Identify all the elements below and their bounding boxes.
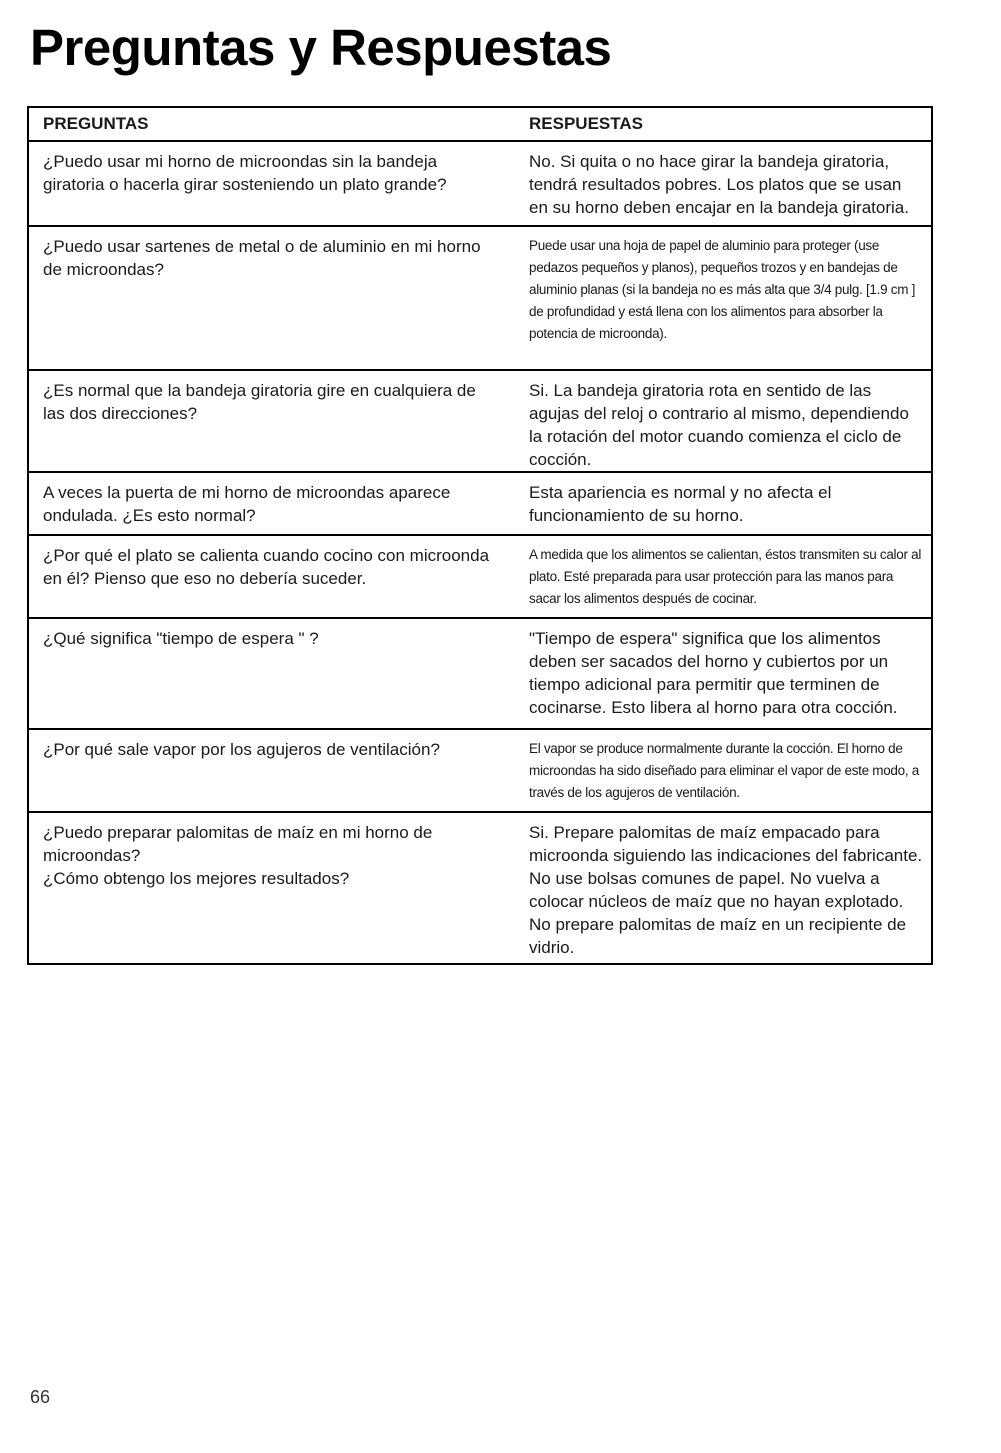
question-cell: ¿Puedo usar sartenes de metal o de aluminio en mi horno de microondas? — [28, 226, 517, 370]
answer-cell: No. Si quita o no hace girar la bandeja giratoria, tendrá resultados pobres. Los platos que se usan en su horno deben encajar en la bandeja giratoria. — [517, 141, 932, 226]
table-row — [28, 535, 932, 618]
page-title: Preguntas y Respuestas — [30, 19, 612, 76]
answer-cell: Si. Prepare palomitas de maíz empacado para microonda siguiendo las indicaciones del fabricante. No use bolsas comunes de papel. No vuelva a colocar núcleos de maíz que no hayan explotado. No prepare palomitas de maíz en un recipiente de vidrio. — [529, 823, 923, 957]
question-cell: A veces la puerta de mi horno de microondas aparece ondulada. ¿Es esto normal? — [28, 472, 517, 535]
question-cell: ¿Es normal que la bandeja giratoria gire en cualquiera de las dos direcciones? — [28, 370, 517, 472]
qa-table — [27, 106, 933, 965]
question-cell — [28, 812, 517, 964]
answer-cell: Si. La bandeja giratoria rota en sentido de las agujas del reloj o contrario al mismo, dependiendo la rotación del motor cuando comienza el ciclo de cocción. — [517, 370, 932, 472]
table-row — [28, 141, 932, 226]
question-cell: ¿Puedo usar mi horno de microondas sin la bandeja giratoria o hacerla girar sosteniendo un plato grande? — [28, 141, 517, 226]
table-row — [28, 729, 932, 812]
table-row — [28, 226, 932, 370]
answers-header: RESPUESTAS — [517, 107, 932, 141]
answer-cell: El vapor se produce normalmente durante la cocción. El horno de microondas ha sido diseñado para eliminar el vapor de este modo, a través de los agujeros de ventilación. — [517, 729, 932, 812]
table-row — [28, 472, 932, 535]
answer-cell: "Tiempo de espera" significa que los alimentos deben ser sacados del horno y cubiertos por un tiempo adicional para permitir que terminen de cocinarse. Esto libera al horno para otra cocción. — [517, 618, 932, 729]
question-cell: ¿Qué significa "tiempo de espera " ? — [28, 618, 517, 729]
table-header-row — [28, 107, 932, 141]
question-text-2: ¿Cómo obtengo los mejores resultados? — [43, 869, 350, 888]
table-row — [28, 812, 932, 964]
question-cell: ¿Por qué sale vapor por los agujeros de ventilación? — [28, 729, 517, 812]
table-row — [28, 370, 932, 472]
table-row — [28, 618, 932, 729]
answer-cell: Puede usar una hoja de papel de aluminio para proteger (use pedazos pequeños y planos), pequeños trozos y en bandejas de aluminio planas (si la bandeja no es más alta que 3/4 pulg. [1.9 cm ] de profundidad y está llena con los alimentos para absorber la potencia de microonda). — [517, 226, 932, 370]
page-number: 66 — [30, 1387, 51, 1407]
question-text: ¿Puedo preparar palomitas de maíz en mi horno de microondas? — [43, 823, 433, 865]
answer-cell: Esta apariencia es normal y no afecta el funcionamiento de su horno. — [517, 472, 932, 535]
answer-cell: A medida que los alimentos se calientan, éstos transmiten su calor al plato. Esté preparada para usar protección para las manos para sacar los alimentos después de cocinar. — [517, 535, 932, 618]
question-cell: ¿Por qué el plato se calienta cuando cocino con microonda en él? Pienso que eso no debería suceder. — [28, 535, 517, 618]
questions-header: PREGUNTAS — [28, 107, 517, 141]
